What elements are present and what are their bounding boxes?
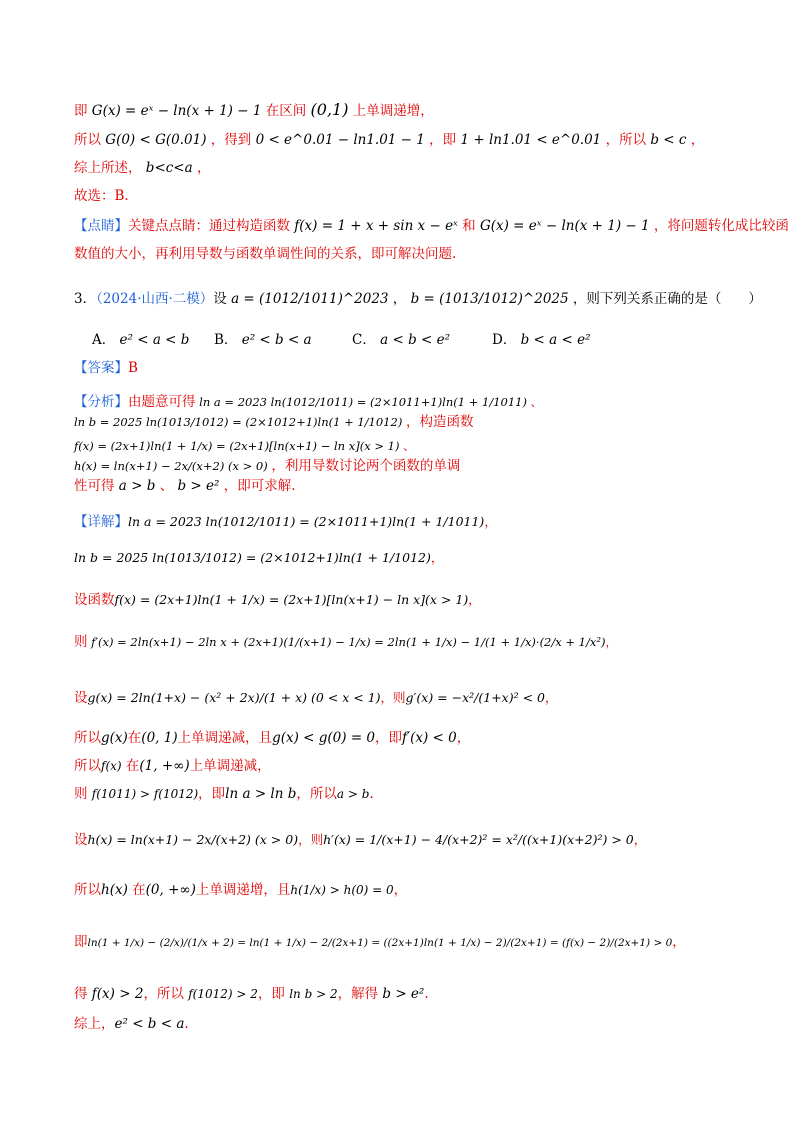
detail-line-9 <box>74 830 740 850</box>
line-g-increasing <box>74 100 740 121</box>
math: h(x) = ln(x+1) − 2x/(x+2) (x > 0) <box>87 832 299 847</box>
question-3 <box>74 284 762 314</box>
line-key-point-cont: 数值的大小，再利用导数与函数单调性间的关系，即可解决问题. <box>74 246 457 262</box>
math: g(x) <box>101 730 128 746</box>
text: ，则下列关系正确的是（ ） <box>572 291 762 307</box>
option-math: e² < b < a <box>241 332 312 348</box>
text: 在 <box>132 882 146 898</box>
math: b > e² <box>177 478 220 494</box>
text: ， <box>544 690 558 705</box>
text: ，即 <box>375 730 403 746</box>
text: ， <box>672 934 686 950</box>
answer-line <box>74 358 740 378</box>
text: 、 <box>159 478 174 494</box>
text: ，将问题转化成比较函 <box>653 218 789 234</box>
answer-tag: 【答案】 <box>74 360 128 376</box>
math: b > e² <box>382 986 425 1002</box>
text: 上单调递增， <box>352 103 434 119</box>
math: h(x) <box>101 882 128 898</box>
math: f′(x) = 2ln(x+1) − 2ln x + (2x+1)(1/(x+1) − 1/x) = 2ln(1 + 1/x) − 1/(1 + 1/x)·(2/x + 1/x²) <box>91 635 606 649</box>
analysis-line-1b <box>74 412 740 432</box>
text: ， <box>633 832 647 847</box>
math: g′(x) = −x²/(1+x)² < 0 <box>405 690 545 705</box>
text: 由题意可得 <box>128 394 196 410</box>
detail-tag: 【详解】 <box>74 514 128 530</box>
text: ， <box>456 730 471 746</box>
text: ，即 <box>257 986 285 1002</box>
math: G(x) = eˣ − ln(x + 1) − 1 <box>479 218 650 234</box>
math: e² < b < a <box>114 1016 185 1032</box>
option-label: A． <box>92 332 116 348</box>
text: ， <box>392 291 407 307</box>
detail-line-13 <box>74 1014 740 1034</box>
key-point-tag: 【点睛】 <box>74 218 128 234</box>
math: 1 + ln1.01 < e^0.01 <box>460 132 602 148</box>
analysis-line-1 <box>74 392 740 412</box>
math-a-definition: a = (1012/1011)^2023 <box>231 291 389 307</box>
text: 所以 <box>74 730 101 746</box>
text: ，即 <box>198 786 226 802</box>
math: ln a = 2023 ln(1012/1011) = (2×1011+1)ln(1 + 1/1011) <box>128 514 485 529</box>
text: . <box>184 1016 189 1032</box>
text: ，则 <box>298 832 324 847</box>
text: ， <box>605 635 617 649</box>
text: ， <box>484 514 497 529</box>
math: (0, 1) <box>141 730 178 746</box>
analysis-tag: 【分析】 <box>74 394 128 410</box>
text: 综上所述， <box>74 160 142 176</box>
option-a <box>92 328 189 348</box>
detail-line-12 <box>74 984 740 1004</box>
text: ，则 <box>380 690 406 705</box>
text: ，利用导数讨论两个函数的单调 <box>271 458 461 474</box>
text: 性可得 <box>74 478 115 494</box>
math: f(1012) > 2 <box>188 987 258 1001</box>
option-math: b < a < e² <box>520 332 591 348</box>
math: f(x) = (2x+1)ln(1 + 1/x) = (2x+1)[ln(x+1) − ln x](x > 1) <box>114 592 469 607</box>
text: 即 <box>74 103 88 119</box>
text: 得 <box>74 986 88 1002</box>
detail-line-4 <box>74 632 740 652</box>
detail-line-1 <box>74 512 740 532</box>
math: ln b = 2025 ln(1013/1012) = (2×1012+1)ln(1 + 1/1012) <box>74 550 431 565</box>
option-math: e² < a < b <box>119 332 190 348</box>
detail-line-6 <box>74 728 740 748</box>
math: g(x) = 2ln(1+x) − (x² + 2x)/(1 + x) (0 < x < 1) <box>87 690 381 705</box>
analysis-line-3 <box>74 476 740 496</box>
text: 上单调递增，且 <box>195 882 291 898</box>
text: 所以 <box>74 758 101 774</box>
text: ，即可求解. <box>223 478 296 494</box>
text: 所以 <box>74 132 101 148</box>
question-source: （2024·山西·二模） <box>96 291 214 307</box>
text: ，即 <box>429 132 457 148</box>
text: . <box>369 786 374 802</box>
text: . <box>424 986 429 1002</box>
math: ln b > 2 <box>289 987 338 1001</box>
text: 在区间 <box>265 103 307 119</box>
math: f(1011) > f(1012) <box>91 787 199 801</box>
text: ，解得 <box>337 986 379 1002</box>
line-compare-b-c <box>74 130 740 150</box>
text: 、 <box>530 395 543 409</box>
option-d <box>492 328 591 348</box>
math-g-definition: G(x) = eˣ − ln(x + 1) − 1 <box>91 103 262 119</box>
math-b-definition: b = (1013/1012)^2025 <box>410 291 569 307</box>
option-b <box>214 328 312 348</box>
detail-line-3 <box>74 590 740 610</box>
text: 设 <box>74 832 88 848</box>
text: 设 <box>74 690 88 706</box>
math: f(x) = (2x+1)ln(1 + 1/x) = (2x+1)[ln(x+1) − ln x](x > 1) <box>74 439 400 453</box>
text: ， <box>690 132 705 148</box>
option-label: B． <box>214 332 238 348</box>
math: b<c<a <box>145 160 193 176</box>
line-choice: 故选：B. <box>74 188 129 204</box>
detail-line-2 <box>74 548 740 568</box>
math: f(x) <box>101 759 122 773</box>
math: (1, +∞) <box>139 758 190 774</box>
math-interval: (0,1) <box>310 100 349 119</box>
text: 则 <box>74 786 88 802</box>
option-math: a < b < e² <box>380 332 451 348</box>
line-key-point <box>74 216 789 236</box>
math: b < c <box>650 132 687 148</box>
line-summary <box>74 158 740 178</box>
math: (0, +∞) <box>145 882 196 898</box>
text: 在 <box>127 730 142 746</box>
math: a > b <box>336 787 370 801</box>
text: 设函数 <box>74 592 115 608</box>
math: ln b = 2025 ln(1013/1012) = (2×1012+1)ln(1 + 1/1012) <box>74 415 403 429</box>
math: h′(x) = 1/(x+1) − 4/(x+2)² = x²/((x+1)(x+2)²) > 0 <box>323 832 634 847</box>
math: ln(1 + 1/x) − (2/x)/(1/x + 2) = ln(1 + 1/x) − 2/(2x+1) = ((2x+1)ln(1 + 1/x) − 2)/(2x+1) = (f(x) − 2)/(2x+1) > 0 <box>87 937 673 949</box>
math: ln a > ln b <box>225 786 297 802</box>
text: ，得到 <box>210 132 252 148</box>
option-c <box>352 328 450 348</box>
math: h(1/x) > h(0) = 0 <box>290 883 394 897</box>
text: ，所以 <box>605 132 647 148</box>
math: a > b <box>118 478 156 494</box>
text: ，所以 <box>143 986 184 1002</box>
detail-line-11 <box>74 932 740 953</box>
text: 即 <box>74 934 88 950</box>
math: ln a = 2023 ln(1012/1011) = (2×1011+1)ln(1 + 1/1011) <box>199 395 527 409</box>
text: 上单调递减， <box>189 758 271 774</box>
math: h(x) = ln(x+1) − 2x/(x+2) (x > 0) <box>74 459 268 473</box>
text: 和 <box>462 218 476 234</box>
text: 则 <box>74 634 88 650</box>
text: 关键点点睛：通过构造函数 <box>128 218 290 234</box>
text: ， <box>468 592 481 607</box>
analysis-line-2 <box>74 436 740 456</box>
math: 0 < e^0.01 − ln1.01 − 1 <box>255 132 425 148</box>
option-label: C． <box>352 332 376 348</box>
question-number: 3． <box>74 291 97 307</box>
text: ，所以 <box>296 786 337 802</box>
option-label: D． <box>492 332 517 348</box>
detail-line-8 <box>74 784 740 804</box>
text: 设 <box>213 291 227 307</box>
answer-value: B <box>128 360 138 376</box>
text: ，构造函数 <box>405 414 474 430</box>
text: ， <box>196 160 211 176</box>
text: 、 <box>403 439 415 453</box>
text: 所以 <box>74 882 101 898</box>
math: f(x) > 2 <box>91 986 144 1002</box>
analysis-line-2b <box>74 456 740 476</box>
detail-line-5 <box>74 688 740 708</box>
math: f′(x) < 0 <box>402 730 457 746</box>
text: ， <box>393 882 408 898</box>
text: 综上， <box>74 1016 115 1032</box>
math: f(x) = 1 + x + sin x − eˣ <box>294 218 458 234</box>
text: 上单调递减，且 <box>177 730 273 746</box>
math: G(0) < G(0.01) <box>105 132 207 148</box>
math: g(x) < g(0) = 0 <box>272 730 376 746</box>
detail-line-7 <box>74 756 740 776</box>
text: ， <box>430 550 444 565</box>
detail-line-10 <box>74 880 740 900</box>
text: 在 <box>125 758 140 774</box>
